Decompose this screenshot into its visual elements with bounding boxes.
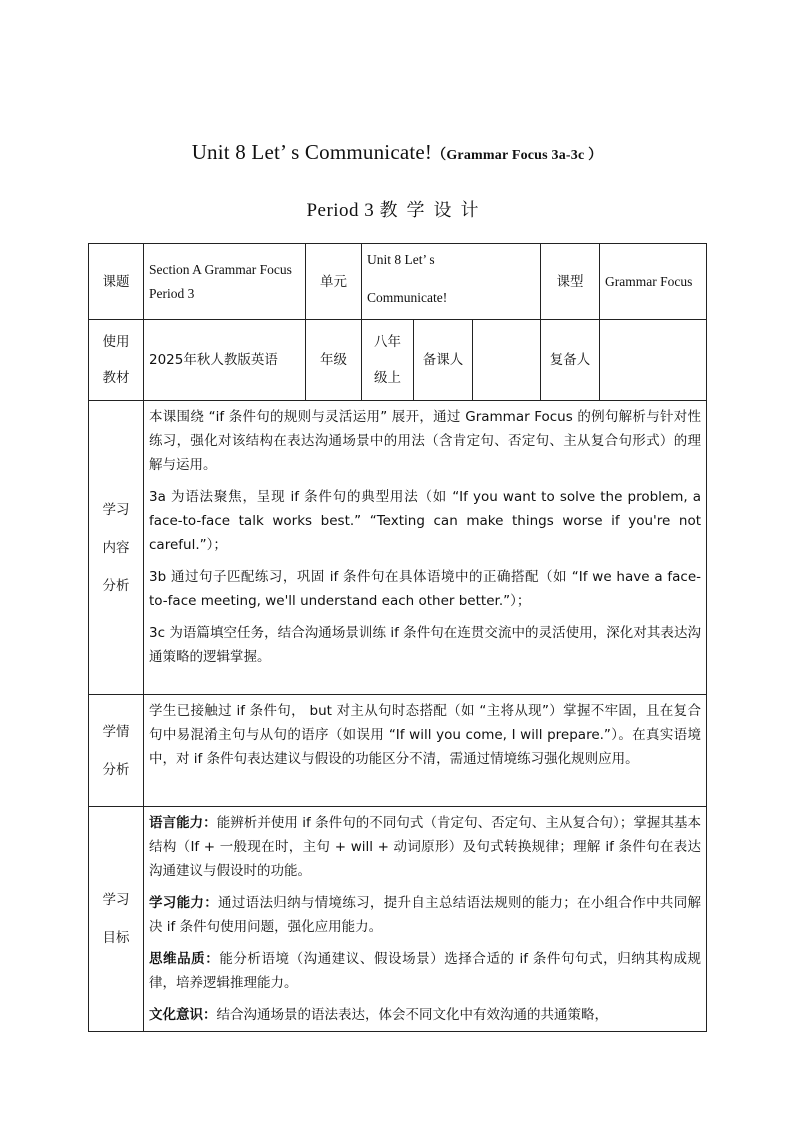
row-textbook-info (89, 320, 707, 401)
content-analysis-label: 学习 内容 分析 (89, 401, 144, 695)
row-content-analysis (89, 401, 707, 695)
objective-culture: 文化意识：结合沟通场景的语法表达，体会不同文化中有效沟通的共通策略， (149, 1007, 608, 1023)
content-paragraph: 3c 为语篇填空任务，结合沟通场景训练 if 条件句在连贯交流中的灵活使用，深化对其表达沟通策略的逻辑掌握。 (149, 625, 702, 665)
objective-learning: 学习能力：通过语法归纳与情境练习，提升自主总结语法规则的能力；在小组合作中共同解决 if 条件句使用问题，强化应用能力。 (149, 895, 702, 935)
type-value: Grammar Focus (600, 244, 707, 320)
content-paragraph: 3a 为语法聚焦，呈现 if 条件句的典型用法（如 “If you want to solve the problem, a face-to-face talk works best.” “Texting can make things worse if you're not careful.”）； (149, 489, 702, 553)
learner-analysis-text (144, 695, 707, 807)
type-label: 课型 (541, 244, 600, 320)
lesson-label: 课题 (89, 244, 144, 320)
grade-label: 年级 (306, 320, 362, 401)
row-objectives (89, 807, 707, 1032)
lesson-value: Section A Grammar Focus Period 3 (144, 244, 306, 320)
learner-analysis-label: 学情 分析 (89, 695, 144, 807)
document-title (0, 140, 794, 165)
unit-value: Unit 8 Let’ s Communicate! (362, 244, 541, 320)
unit-label: 单元 (306, 244, 362, 320)
row-learner-analysis (89, 695, 707, 807)
content-analysis-text (144, 401, 707, 695)
content-paragraph: 本课围绕 “if 条件句的规则与灵活运用” 展开，通过 Grammar Focus 的例句解析与针对性练习，强化对该结构在表达沟通场景中的用法（含肯定句、否定句、主从复合句形式）的理解与运用。 (149, 409, 702, 473)
lesson-plan-table (88, 243, 707, 1032)
period-cn: 教学设计 (379, 200, 488, 221)
textbook-label: 使用 教材 (89, 320, 144, 401)
review-label: 复备人 (541, 320, 600, 401)
learner-paragraph: 学生已接触过 if 条件句， but 对主从句时态搭配（如 “主将从现”）掌握不牢固，且在复合句中易混淆主句与从句的语序（如误用 “If will you come, I will prepare.”）。在真实语境中，对 if 条件句表达建议与假设的功能区分不清，需通过情境练习强化规则应用。 (149, 703, 702, 767)
objectives-label: 学习 目标 (89, 807, 144, 1032)
objective-thinking: 思维品质：能分析语境（沟通建议、假设场景）选择合适的 if 条件句句式，归纳其构成规律，培养逻辑推理能力。 (149, 951, 702, 991)
review-value (600, 320, 707, 401)
title-sub: （Grammar Focus 3a-3c ） (432, 148, 603, 163)
prep-label: 备课人 (414, 320, 473, 401)
textbook-value: 2025年秋人教版英语 (144, 320, 306, 401)
row-lesson-info (89, 244, 707, 320)
grade-value: 八年 级上 (362, 320, 414, 401)
title-main: Unit 8 Let’ s Communicate! (191, 140, 433, 164)
objectives-text (144, 807, 707, 1032)
objective-language: 语言能力：能辨析并使用 if 条件句的不同句式（肯定句、否定句、主从复合句）；掌握其基本结构（If + 一般现在时，主句 + will + 动词原形）及句式转换规律；理解 if 条件句在表达沟通建议与假设时的功能。 (149, 815, 702, 879)
content-paragraph: 3b 通过句子匹配练习，巩固 if 条件句在具体语境中的正确搭配（如 “If we have a face-to-face meeting, we'll understand each other better.”）； (149, 569, 702, 609)
period-label: Period 3 (306, 200, 375, 221)
document-subtitle (0, 196, 794, 222)
prep-value (473, 320, 541, 401)
